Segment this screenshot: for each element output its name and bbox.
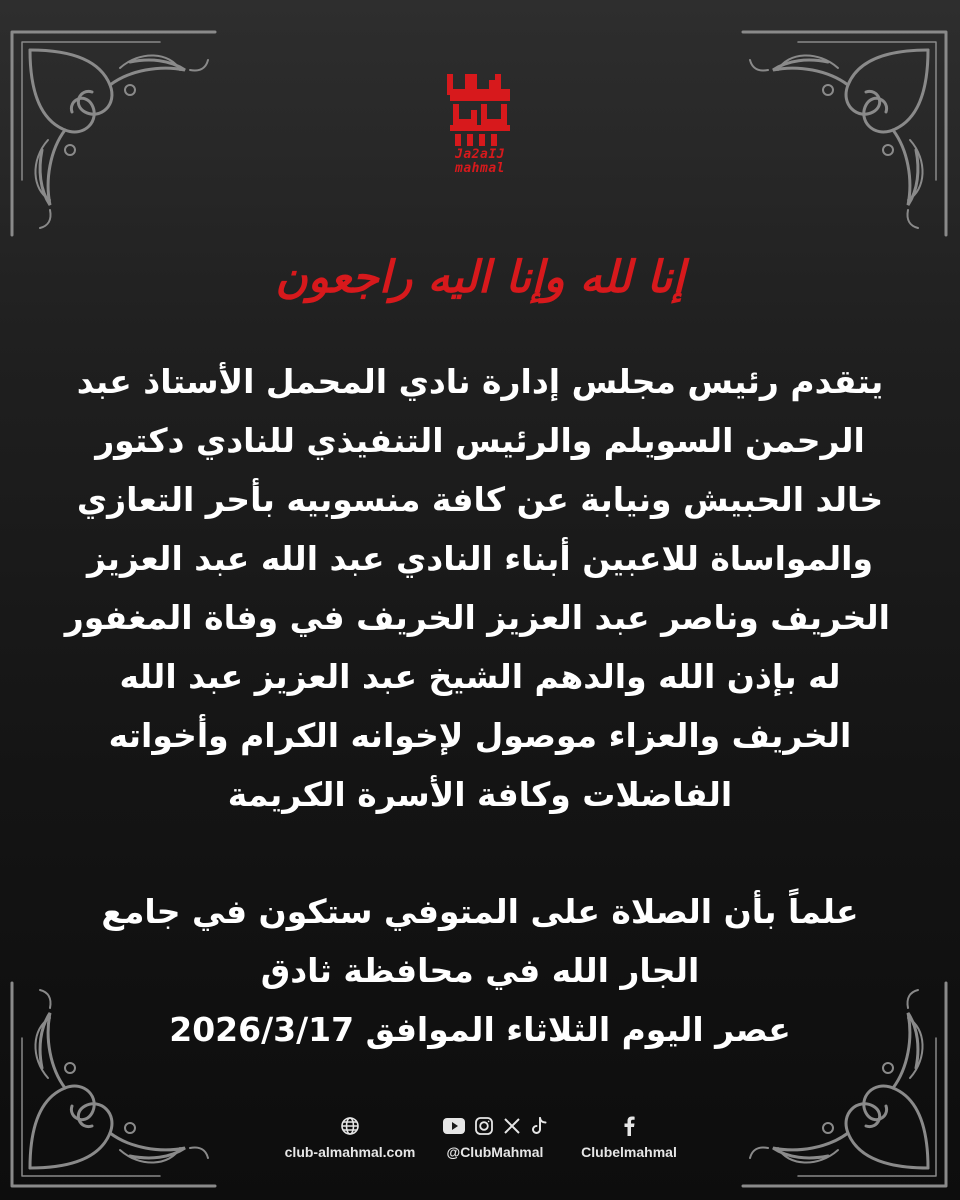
condolence-headline: إنا لله وإنا اليه راجعون — [275, 252, 685, 303]
logo-latin-line1: Ja2aIJ — [455, 147, 505, 162]
social-handle[interactable]: @ClubMahmal — [446, 1144, 544, 1160]
message-line: الفاضلات وكافة الأسرة الكريمة — [227, 775, 733, 814]
notice-line: عصر اليوم الثلاثاء الموافق 2026/3/17 — [169, 1010, 791, 1049]
instagram-icon[interactable] — [475, 1117, 493, 1135]
notice-line: علماً بأن الصلاة على المتوفي ستكون في جامع — [101, 892, 859, 931]
message-line: الرحمن السويلم والرئيس التنفيذي للنادي دكتور — [95, 421, 865, 460]
message-line: الخريف والعزاء موصول لإخوانه الكرام وأخواته — [108, 716, 852, 755]
message-line: يتقدم رئيس مجلس إدارة نادي المحمل الأستاذ عبد — [76, 362, 884, 401]
corner-ornament-top-left — [10, 30, 220, 240]
condolence-message — [64, 352, 890, 824]
message-line: الخريف وناصر عبد العزيز الخريف في وفاة المغفور — [64, 598, 890, 637]
logo-mark-icon — [444, 70, 516, 148]
notice-line: الجار الله في محافظة ثادق — [260, 951, 700, 990]
footer-social — [430, 1112, 560, 1160]
facebook-handle[interactable]: Clubelmahmal — [581, 1144, 677, 1160]
logo-latin-line2: mahmal — [455, 161, 505, 176]
message-line: خالد الحبيش ونيابة عن كافة منسوبيه بأحر التعازي — [76, 480, 884, 519]
message-line: والمواساة للاعبين أبناء النادي عبد الله عبد العزيز — [86, 539, 873, 578]
tiktok-icon[interactable] — [531, 1117, 547, 1135]
footer-facebook[interactable] — [566, 1112, 692, 1160]
club-logo — [430, 70, 530, 195]
message-line: له بإذن الله والدهم الشيخ عبد العزيز عبد الله — [119, 657, 841, 696]
corner-ornament-top-right — [738, 30, 948, 240]
footer-website[interactable] — [270, 1112, 430, 1160]
prayer-notice — [70, 882, 890, 1059]
website-link[interactable]: club-almahmal.com — [284, 1144, 416, 1160]
youtube-icon[interactable] — [443, 1118, 465, 1134]
footer — [0, 1112, 960, 1172]
x-twitter-icon[interactable] — [503, 1117, 521, 1135]
globe-icon — [340, 1116, 360, 1136]
facebook-icon — [623, 1116, 635, 1136]
